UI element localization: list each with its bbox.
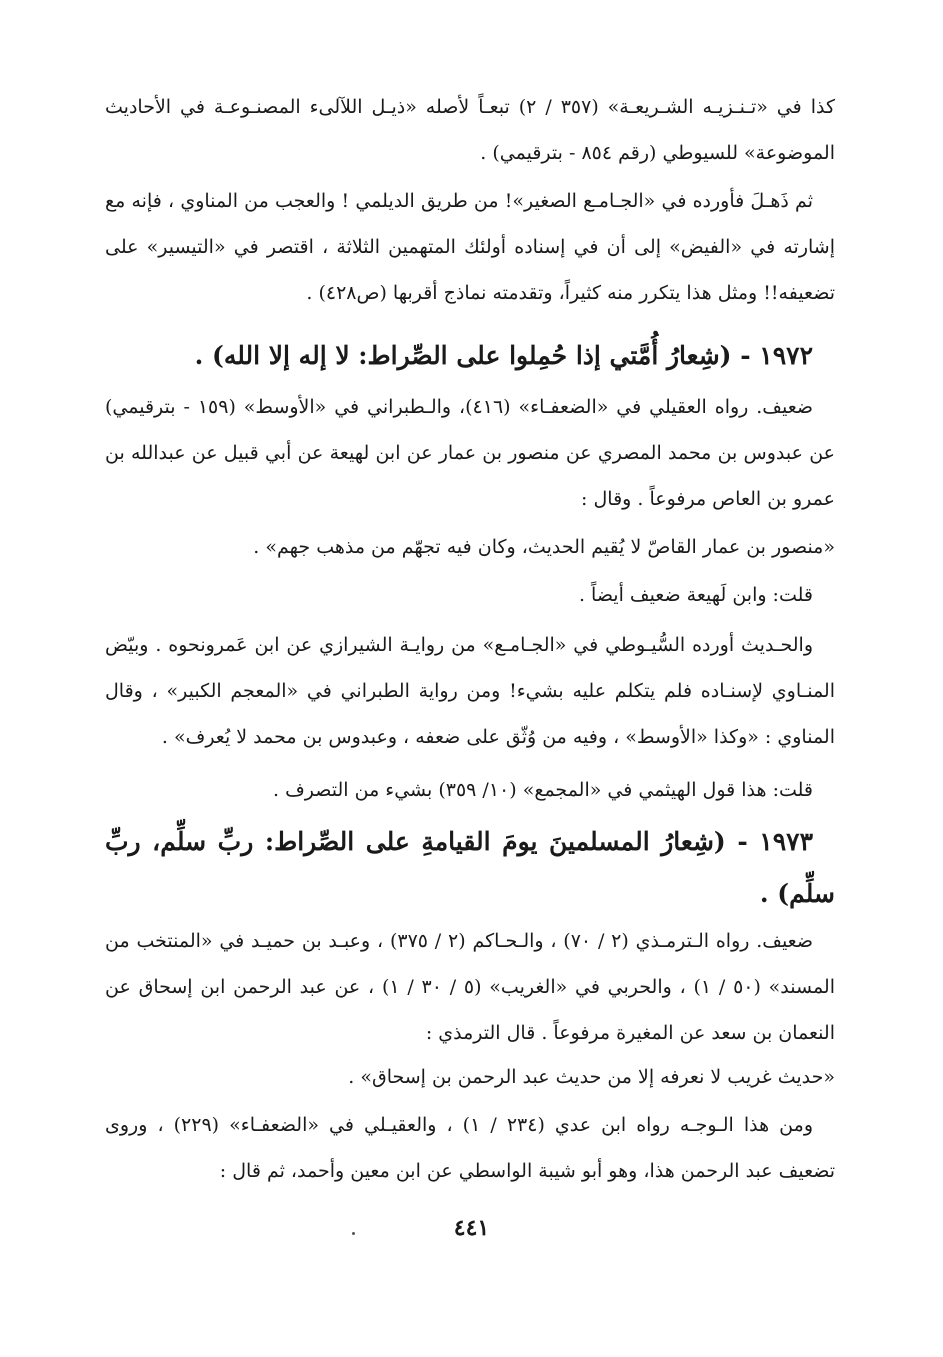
paragraph: ضعيف. رواه الـترمـذي (٢ / ٧٠) ، والـحـاكم (٢ / ٣٧٥) ، وعبـد بن حميـد في «المنتخب من المسند» (٥٠ / ١) ، والحربي في «الغريب» (٥ / ٣٠ / ١) ، عن عبد الرحمن ابن إسحاق عن النعمان بن سعد عن المغيرة مرفوعاً . قال الترمذي : — [105, 930, 836, 1044]
quotation: «منصور بن عمار القاصّ لا يُقيم الحديث، وكان فيه تجهّم من مذهب جهم» . — [253, 536, 835, 558]
quotation: «حديث غريب لا نعرفه إلا من حديث عبد الرحمن بن إسحاق» . — [348, 1066, 835, 1088]
paragraph: قلت: وابن لَهيعة ضعيف أيضاً . — [578, 584, 813, 606]
paragraph: كذا في «تـنـزيـه الشـريعـة» (٣٥٧ / ٢) تبعـاً لأصله «ذيـل اللآلىء المصنـوعـة في الأحاديث الموضوعة» للسيوطي (رقم ٨٥٤ - بترقيمي) . — [105, 96, 835, 164]
hadith-heading: ١٩٧٣ - (شِعارُ المسلمينَ يومَ القيامةِ على الصِّراط: ربِّ سلِّم، ربِّ سلِّم) . — [105, 827, 835, 908]
paragraph: قلت: هذا قول الهيثمي في «المجمع» (١٠/ ٣٥٩) بشيء من التصرف . — [273, 779, 813, 801]
paragraph: والحـديث أورده السُّيـوطي في «الجـامـع» من روايـة الشيرازي عن ابن عَمرونحوه . وبيّض المنـاوي لإسنـاده فلم يتكلم عليه بشيء! ومن رواية الطبراني في «المعجم الكبير» ، وقال المناوي : «وكذا «الأوسط» ، وفيه من وُثّق على ضعفه ، وعبدوس بن محمد لا يُعرف» . — [105, 634, 835, 748]
paragraph: ضعيف. رواه العقيلي في «الضعفـاء» (٤١٦)، والـطبراني في «الأوسط» (١٥٩ - بترقيمي) عن عبدوس بن محمد المصري عن منصور بن عمار عن ابن لهيعة عن أبي قبيل عن عبدالله بن عمرو بن العاص مرفوعاً . وقال : — [105, 396, 835, 510]
paragraph: ومن هذا الـوجـه رواه ابن عدي (٢٣٤ / ١) ، والعقيـلي في «الضعفـاء» (٢٢٩) ، وروى تضعيف عبد الرحمن هذا، وهو أبو شيبة الواسطي عن ابن معين وأحمد، ثم قال : — [105, 1114, 835, 1182]
page-number: ٤٤١ — [453, 1215, 490, 1241]
paragraph: ثم ذَهـلَ فأورده في «الجـامـع الصغير»! من طريق الديلمي ! والعجب من المناوي ، فإنه مع إشارته في «الفيض» إلى أن في إسناده أولئك المتهمين الثلاثة ، اقتصر في «التيسير» على تضعيفه!! ومثل هذا يتكرر منه كثيراً، وتقدمته نماذج أقربها (ص٤٢٨) . — [105, 190, 835, 304]
hadith-heading: ١٩٧٢ - (شِعارُ أُمَّتي إذا حُمِلوا على الصِّراط: لا إله إلا الله) . — [194, 341, 813, 370]
